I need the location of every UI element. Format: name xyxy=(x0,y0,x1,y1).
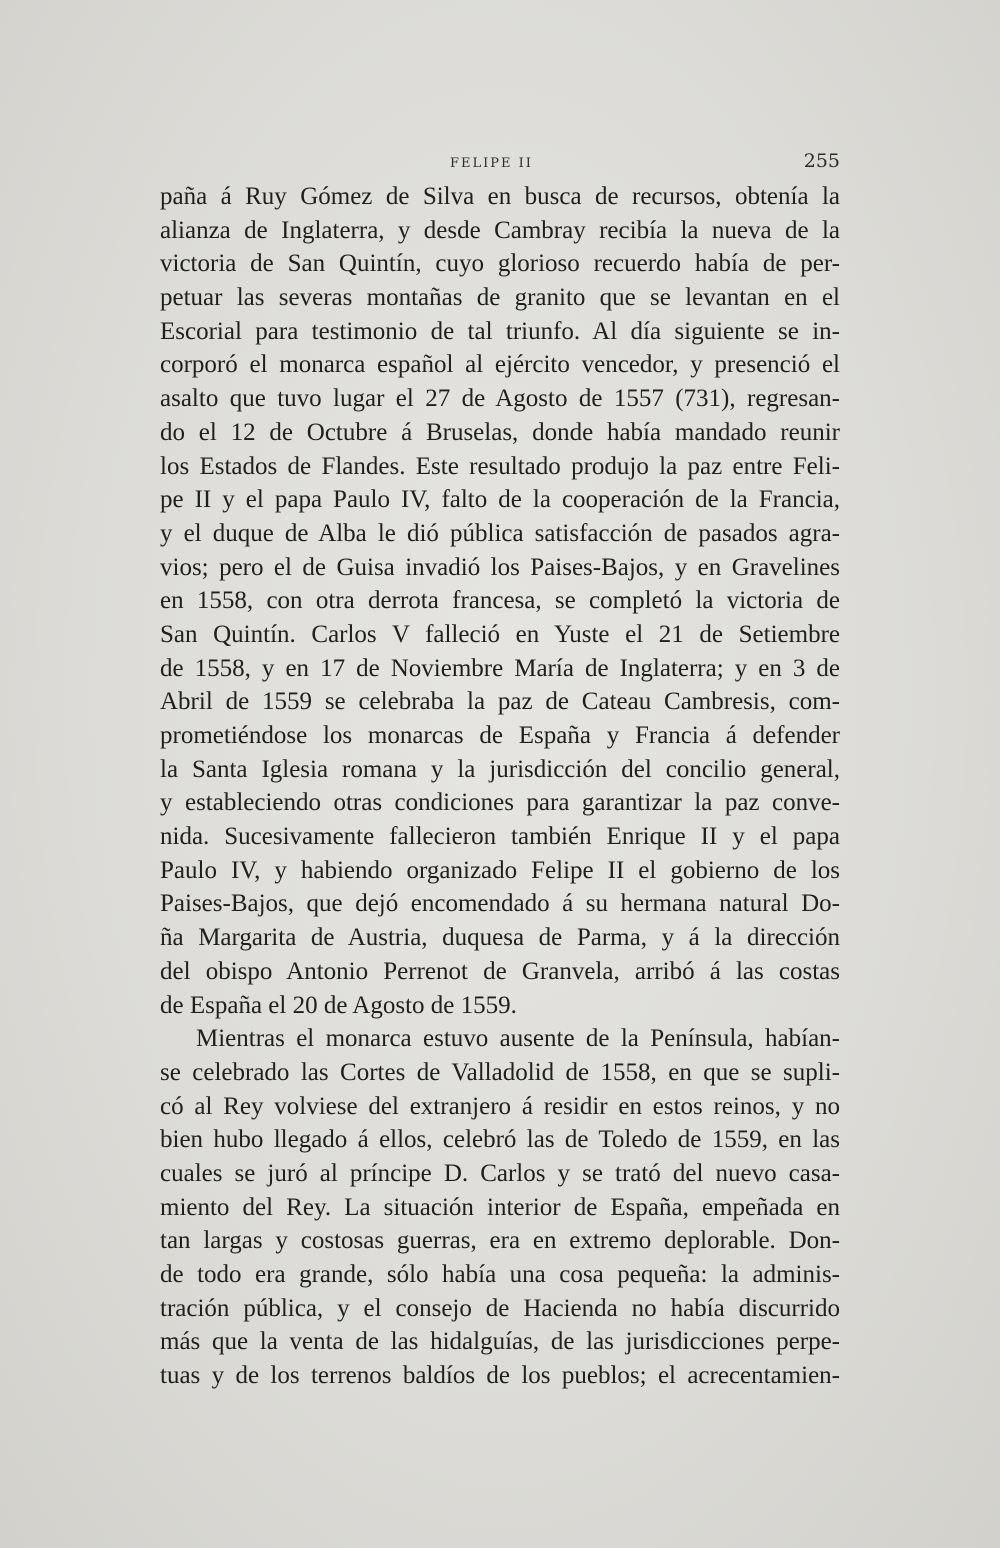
text-line: de 1558, y en 17 de Noviembre María de Inglaterra; y en 3 de xyxy=(160,654,840,682)
paragraph xyxy=(160,1022,840,1393)
text-line: de todo era grande, sólo había una cosa pequeña: la adminis- xyxy=(160,1261,840,1288)
text-line: Paises-Bajos, que dejó encomendado á su hermana natural Do- xyxy=(160,890,840,918)
text-line: Mientras el monarca estuvo ausente de la Península, habían- xyxy=(196,1025,840,1053)
text-line: de España el 20 de Agosto de 1559. xyxy=(160,991,517,1019)
text-line: San Quintín. Carlos V falleció en Yuste el 21 de Setiembre xyxy=(160,620,840,648)
text-line: se celebrado las Cortes de Valladolid de 1558, en que se supli- xyxy=(160,1058,840,1086)
text-line: y el duque de Alba le dió pública satisfacción de pasados agra- xyxy=(160,519,840,547)
text-line: en 1558, con otra derrota francesa, se completó la victoria de xyxy=(160,587,840,615)
text-line: tan largas y costosas guerras, era en extremo deplorable. Don- xyxy=(160,1227,840,1255)
text-line: prometiéndose los monarcas de España y Francia á defender xyxy=(160,722,840,749)
text-line: vios; pero el de Guisa invadió los Paises-Bajos, y en Gravelines xyxy=(160,553,840,581)
text-line: del obispo Antonio Perrenot de Granvela, arribó á las costas xyxy=(160,957,840,985)
text-line: paña á Ruy Gómez de Silva en busca de recursos, obtenía la xyxy=(160,183,840,210)
text-line: corporó el monarca español al ejército vencedor, y presenció el xyxy=(160,351,840,379)
page-header xyxy=(160,150,840,180)
text-line: petuar las severas montañas de granito que se levantan en el xyxy=(160,284,840,312)
text-line: más que la venta de las hidalguías, de las jurisdicciones perpe- xyxy=(160,1328,840,1356)
page-number: 255 xyxy=(803,150,840,172)
text-line: y estableciendo otras condiciones para garantizar la paz conve- xyxy=(160,789,840,817)
text-line: miento del Rey. La situación interior de España, empeñada en xyxy=(160,1193,840,1221)
text-line: alianza de Inglaterra, y desde Cambray recibía la nueva de la xyxy=(160,216,840,244)
text-line: cuales se juró al príncipe D. Carlos y se trató del nuevo casa- xyxy=(160,1159,840,1187)
running-head: FELIPE II xyxy=(450,156,533,171)
paragraph xyxy=(160,180,840,1022)
text-line: bien hubo llegado á ellos, celebró las de Toledo de 1559, en las xyxy=(160,1126,840,1154)
text-line: Paulo IV, y habiendo organizado Felipe II el gobierno de los xyxy=(160,856,840,884)
text-line: tuas y de los terrenos baldíos de los pueblos; el acrecentamien- xyxy=(160,1362,840,1390)
text-line: nida. Sucesivamente fallecieron también Enrique II y el papa xyxy=(160,823,840,851)
text-line: Abril de 1559 se celebraba la paz de Cateau Cambresis, com- xyxy=(160,688,840,716)
text-line: Escorial para testimonio de tal triunfo. Al día siguiente se in- xyxy=(160,317,840,345)
text-line: do el 12 de Octubre á Bruselas, donde había mandado reunir xyxy=(160,418,840,446)
text-line: asalto que tuvo lugar el 27 de Agosto de 1557 (731), regresan- xyxy=(160,385,840,413)
body-text xyxy=(160,180,840,1393)
text-line: los Estados de Flandes. Este resultado produjo la paz entre Feli- xyxy=(160,452,840,480)
text-line: la Santa Iglesia romana y la jurisdicción del concilio general, xyxy=(160,755,840,783)
text-line: có al Rey volviese del extranjero á residir en estos reinos, y no xyxy=(160,1092,840,1120)
text-line: pe II y el papa Paulo IV, falto de la cooperación de la Francia, xyxy=(160,486,840,514)
text-line: ña Margarita de Austria, duquesa de Parma, y á la dirección xyxy=(160,924,840,952)
text-line: tración pública, y el consejo de Hacienda no había discurrido xyxy=(160,1294,840,1322)
text-line: victoria de San Quintín, cuyo glorioso recuerdo había de per- xyxy=(160,250,840,278)
